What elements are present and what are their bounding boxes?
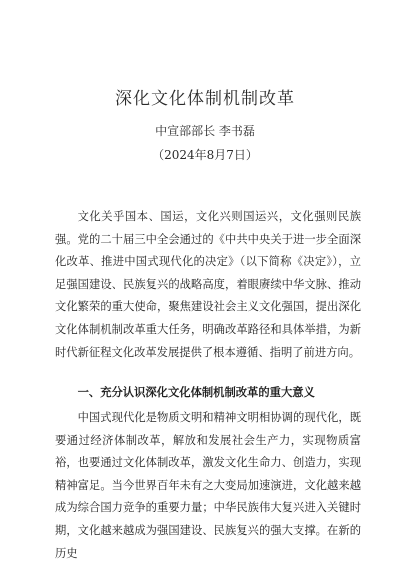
document-date: （2024年8月7日） — [152, 148, 258, 162]
intro-paragraph: 文化关乎国本、国运，文化兴则国运兴，文化强则民族强。党的二十届三中全会通过的《中共中央关于进一步全面深化改革、推进中国式现代化的决定》（以下简称《决定》），立足强国建设、民族复兴的战略高度，着眼赓续中华文脉、推动文化繁荣的重大使命，聚焦建设社会主义文化强国，提出深化文化体制机制改革重大任务，明确改革路径和具体举措，为新时代新征程文化改革发展提供了根本遵循、指明了前进方向。 — [55, 210, 361, 359]
body-paragraph: 中国式现代化是物质文明和精神文明相协调的现代化，既要通过经济体制改革，解放和发展社会生产力，实现物质富裕，也要通过文化体制改革，激发文化生命力、创造力，实现精神富足。当今世界百年未有之大变局加速演进，文化越来越成为综合国力竞争的重要力量；中华民族伟大复兴进入关键时期，文化越来越成为强国建设、民族复兴的强大支撑。在新的历史 — [55, 411, 361, 560]
document-title: 深化文化体制机制改革 — [115, 89, 295, 109]
document-author: 中宣部部长 李书磊 — [155, 124, 255, 138]
section-heading: 一、充分认识深化文化体制机制改革的重大意义 — [77, 386, 315, 399]
